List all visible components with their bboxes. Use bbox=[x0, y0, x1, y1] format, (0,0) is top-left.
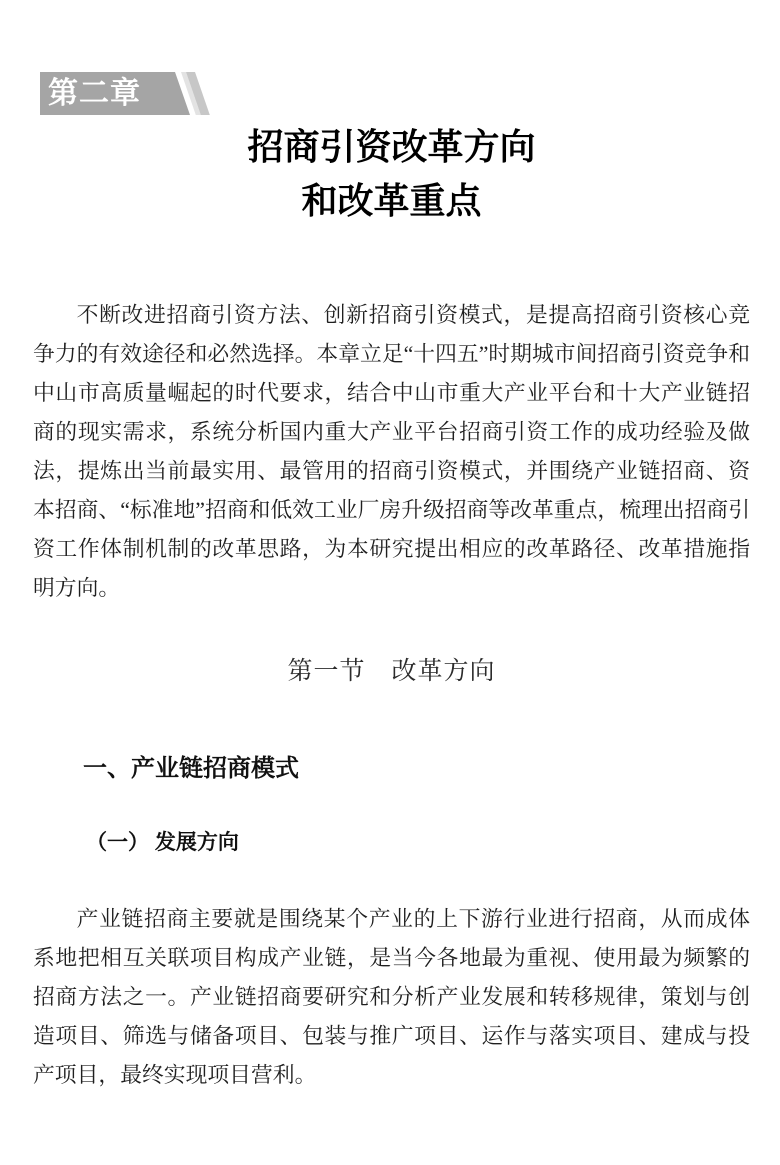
subsection-heading: 一、产业链招商模式 bbox=[83, 756, 299, 782]
chapter-banner bbox=[40, 72, 215, 115]
body-paragraph: 产业链招商主要就是围绕某个产业的上下游行业进行招商，从而成体系地把相互关联项目构成产业链，是当今各地最为重视、使用最为频繁的招商方法之一。产业链招商要研究和分析产业发展和转移规律，策划与创造项目、筛选与储备项目、包装与推广项目、运作与落实项目、建成与投产项目，最终实现项目营利。 bbox=[33, 907, 750, 1087]
subsubsection-heading: （一） 发展方向 bbox=[86, 831, 239, 854]
intro-paragraph: 不断改进招商引资方法、创新招商引资模式，是提高招商引资核心竞争力的有效途径和必然选择。本章立足“十四五”时期城市间招商引资竞争和中山市高质量崛起的时代要求，结合中山市重大产业平台和十大产业链招商的现实需求，系统分析国内重大产业平台招商引资工作的成功经验及做法，提炼出当前最实用、最管用的招商引资模式，并围绕产业链招商、资本招商、“标准地”招商和低效工业厂房升级招商等改革重点，梳理出招商引资工作体制机制的改革思路，为本研究提出相应的改革路径、改革措施指明方向。 bbox=[33, 303, 750, 600]
chapter-number-label: 第二章 bbox=[48, 77, 141, 110]
section-heading: 第一节 改革方向 bbox=[287, 657, 496, 685]
chapter-title-line2: 和改革重点 bbox=[301, 181, 482, 221]
chapter-title bbox=[33, 120, 750, 228]
chapter-title-line1: 招商引资改革方向 bbox=[247, 127, 536, 167]
